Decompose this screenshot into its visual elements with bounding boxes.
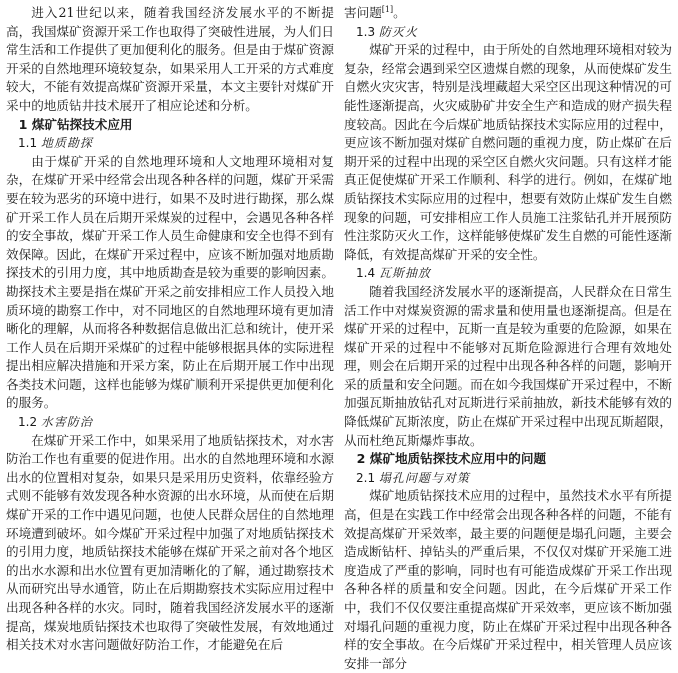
subsection-1-4-title: 瓦斯抽放 [378, 266, 431, 281]
subsection-1-1-paragraph: 由于煤矿开采的自然地理环境和人文地理环境相对复杂，在煤矿开采中经常会出现各种各样的问题，煤矿开采需要在较为恶劣的环境中进行，如果不及时进行勘探，那么煤矿开采工作人员在后期开采煤炭的过程中，会遇见各种各样的安全事故，煤矿开采工作人员生命健康和安全也得不到有效保障。因此，在煤矿开采过程中，应该不断加强对地质勘探技术的引用力度，其中地质勘查是较为重要的影响因素。勘探技术主要是指在煤矿开采之前安排相应工作人员投入地质环境的勘察工作中，对不同地区的自然地理环境有更加清晰化的理解，从而将各种数据信息做出汇总和统计，使开采工作人员在后期开采煤矿的过程中能够根据具体的实际进程提出相应解决措施和开采方案，防止在后期开展工作中出现各类技术问题，这样也能够为煤矿顺利开采提供更加便利化的服务。 [6, 153, 334, 411]
subsection-1-3-title: 防灭火 [378, 24, 418, 39]
subsection-1-3-paragraph: 煤矿开采的过程中，由于所处的自然地理环境相对较为复杂，经常会遇到采空区遗煤自燃的现象，从而使煤矿发生自燃火灾灾害，特别是浅埋藏超大采空区出现这种情况的可能性逐渐提高，火灾威胁矿井安全生产和造成的财产损失程度较高。因此在今后煤矿地质钻探技术实际应用的过程中，更应该不断加强对煤矿自燃问题的重视力度，防止煤矿在后期开采的过程中出现的采空区自燃火灾问题。只有这样才能真正促使煤矿开采工作顺利、科学的进行。例如，在煤矿地质钻探技术实际应用的过程中，想要有效防止煤矿发生自燃现象的问题，可安排相应工作人员施工注浆钻孔并开展预防性注浆防灭火工作，这样能够使煤矿发生自燃的可能性逐渐降低，有效提高煤矿开采的安全性。 [344, 42, 672, 262]
right-column [344, 4, 672, 673]
subsection-1-1-number: 1.1 [18, 136, 38, 151]
subsection-2-1-number: 2.1 [356, 470, 376, 485]
continued-paragraph [344, 4, 672, 23]
subsection-1-1-heading [6, 134, 334, 153]
subsection-1-4-paragraph: 随着我国经济发展水平的逐渐提高，人民群众在日常生活工作中对煤炭资源的需求量和使用量也逐渐提高。但是在煤矿开采的过程中，瓦斯一直是较为重要的危险源，如果在煤矿开采的过程中不能够对瓦斯危险源进行合理有效地处理，则会在后期开采的过程中出现各种各样的问题，影响开采的质量和安全问题。而在如今我国煤矿开采过程中，不断加强瓦斯抽放钻孔对瓦斯进行采前抽放，新技术能够有效的降低煤矿瓦斯浓度，防止在煤矿开采过程中出现瓦斯超限，从而杜绝瓦斯爆炸事故。 [344, 283, 672, 448]
subsection-2-1-paragraph: 煤矿地质钻探技术应用的过程中，虽然技术水平有所提高，但是在实践工作中经常会出现各种各样的问题，不能有效提高煤矿开采效率，最主要的问题便是塌孔问题，主要会造成断钻杆、掉钻头的严重后果，不仅仅对煤矿开采施工进度造成了严重的影响，同时也有可能造成煤矿开采工作出现各种各样的质量和安全问题。因此，在今后煤矿开采工作中，我们不仅仅要注重提高煤矿开采效率，更应该不断加强对塌孔问题的重视力度，防止在煤矿开采过程中出现各种各样的安全事故。在今后煤矿开采过程中，相关管理人员应该安排一部分 [344, 488, 672, 671]
section-1-heading [6, 116, 334, 135]
subsection-1-3-number: 1.3 [356, 24, 376, 39]
subsection-1-2-number: 1.2 [18, 415, 38, 430]
subsection-1-4-heading [344, 264, 672, 283]
subsection-1-2-paragraph: 在煤矿开采工作中，如果采用了地质钻探技术，对水害防治工作也有重要的促进作用。出水的自然地理环境和水源出水的位置相对复杂，如果只是采用历史资料，依靠经验方式则不能够有效发现各种水资源的出水环境，从而使在后期煤矿开采的工作中遇见问题，也使人民群众居住的自然地理环境遭到破坏。如今煤矿开采过程中加强了对地质钻探技术的引用力度，地质钻探技术能够在煤矿开采之前对各个地区的出水水源和出水位置有更加清晰化的了解，通过勘察技术从而研究出导水通管，防止在后期勘察技术实际应用过程中出现各种各样的水灾。同时，随着我国经济发展水平的逐渐提高，煤炭地质钻探技术也取得了突破性发展，有效地通过相关技术对水害问题做好防治工作，才能避免在后 [6, 432, 334, 653]
subsection-1-3-heading [344, 23, 672, 42]
section-1-number: 1 [18, 116, 28, 132]
left-column [6, 4, 334, 655]
subsection-1-2-title: 水害防治 [40, 415, 93, 430]
subsection-1-1-title: 地质勘探 [40, 136, 93, 151]
subsection-2-1-title: 塌孔问题与对策 [378, 470, 470, 485]
section-2-heading [344, 450, 672, 469]
section-1-title: 煤矿钻探技术应用 [31, 116, 133, 132]
intro-paragraph: 进入21世纪以来，随着我国经济发展水平的不断提高，我国煤矿资源开采工作也取得了突破性进展，为人们日常生活和工作提供了更加便利化的服务。但是由于煤矿资源开采的自然地理环境较复杂，如果采用人工开采的方式难度较大，不能有效提高煤矿资源开采量，本文主要针对煤矿开采中的地质钻井技术展开了相应论述和分析。 [6, 5, 334, 113]
section-2-title: 煤矿地质钻探技术应用中的问题 [369, 451, 547, 467]
subsection-1-4-number: 1.4 [356, 266, 376, 281]
subsection-2-1-heading [344, 469, 672, 488]
section-2-number: 2 [356, 451, 366, 467]
continued-end: 。 [393, 5, 406, 20]
subsection-1-2-heading [6, 413, 334, 432]
citation-ref: [1] [381, 4, 394, 14]
continued-text: 害问题 [344, 5, 382, 20]
